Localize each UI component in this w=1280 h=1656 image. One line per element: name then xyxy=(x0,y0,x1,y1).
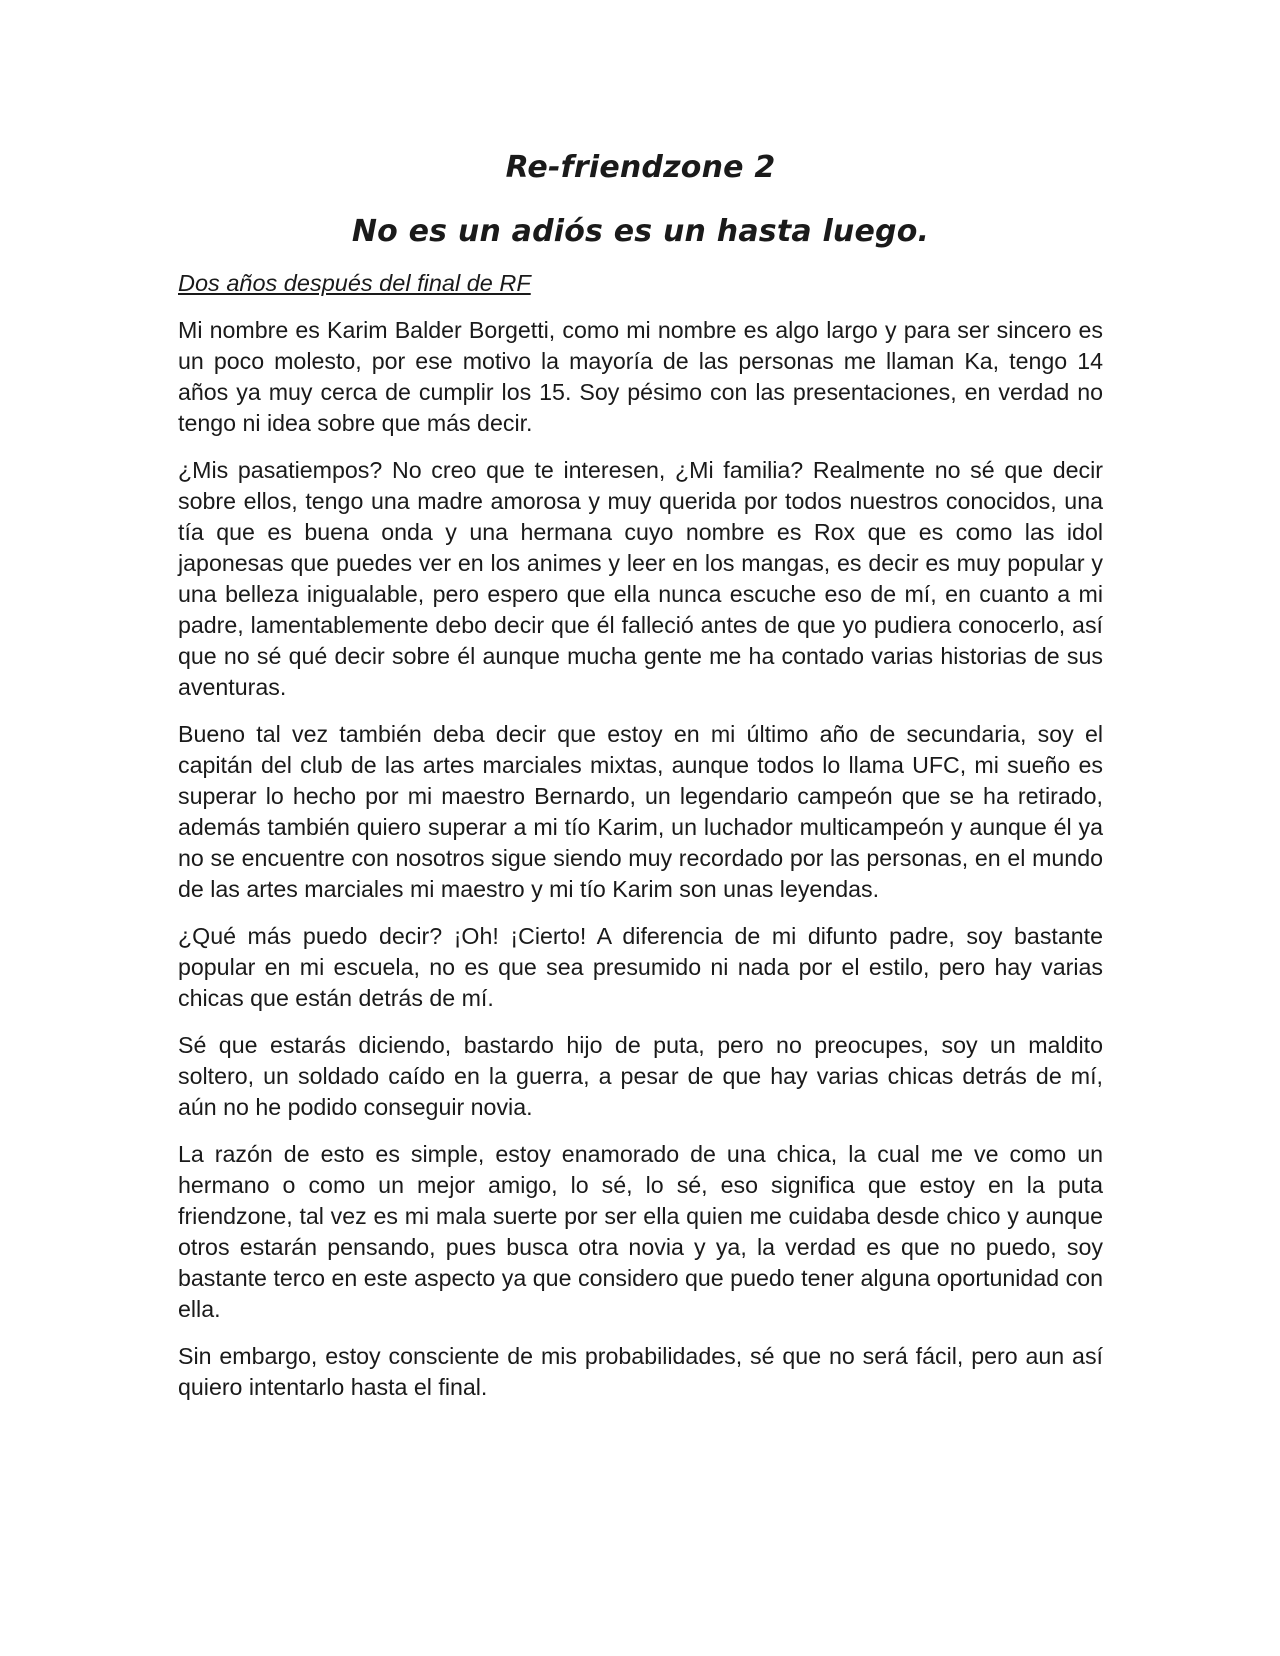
paragraph-2: ¿Mis pasatiempos? No creo que te interesen, ¿Mi familia? Realmente no sé que decir sobre ellos, tengo una madre amorosa y muy querida por todos nuestros conocidos, una tía que es buena onda y una hermana cuyo nombre es Rox que es como las idol japonesas que puedes ver en los animes y leer en los mangas, es decir es muy popular y una belleza inigualable, pero espero que ella nunca escuche eso de mí, en cuanto a mi padre, lamentablemente debo decir que él falleció antes de que yo pudiera conocerlo, así que no sé qué decir sobre él aunque mucha gente me ha contado varias historias de sus aventuras. xyxy=(178,457,1103,700)
section-heading: Dos años después del final de RF xyxy=(178,270,531,296)
paragraph-3: Bueno tal vez también deba decir que estoy en mi último año de secundaria, soy el capitán del club de las artes marciales mixtas, aunque todos lo llama UFC, mi sueño es superar lo hecho por mi maestro Bernardo, un legendario campeón que se ha retirado, además también quiero superar a mi tío Karim, un luchador multicampeón y aunque él ya no se encuentre con nosotros sigue siendo muy recordado por las personas, en el mundo de las artes marciales mi maestro y mi tío Karim son unas leyendas. xyxy=(178,721,1103,902)
paragraph-4: ¿Qué más puedo decir? ¡Oh! ¡Cierto! A diferencia de mi difunto padre, soy bastante popular en mi escuela, no es que sea presumido ni nada por el estilo, pero hay varias chicas que están detrás de mí. xyxy=(178,923,1103,1011)
paragraph-7: Sin embargo, estoy consciente de mis probabilidades, sé que no será fácil, pero aun así quiero intentarlo hasta el final. xyxy=(178,1343,1103,1400)
paragraph-6: La razón de esto es simple, estoy enamorado de una chica, la cual me ve como un hermano o como un mejor amigo, lo sé, lo sé, eso significa que estoy en la puta friendzone, tal vez es mi mala suerte por ser ella quien me cuidaba desde chico y aunque otros estarán pensando, pues busca otra novia y ya, la verdad es que no puedo, soy bastante terco en este aspecto ya que considero que puedo tener alguna oportunidad con ella. xyxy=(178,1141,1103,1322)
document-title: Re-friendzone 2 xyxy=(505,150,776,185)
document-body xyxy=(178,148,1103,1419)
paragraph-1: Mi nombre es Karim Balder Borgetti, como mi nombre es algo largo y para ser sincero es un poco molesto, por ese motivo la mayoría de las personas me llaman Ka, tengo 14 años ya muy cerca de cumplir los 15. Soy pésimo con las presentaciones, en verdad no tengo ni idea sobre que más decir. xyxy=(178,317,1103,436)
document-subtitle: No es un adiós es un hasta luego. xyxy=(351,214,930,249)
paragraph-5: Sé que estarás diciendo, bastardo hijo de puta, pero no preocupes, soy un maldito soltero, un soldado caído en la guerra, a pesar de que hay varias chicas detrás de mí, aún no he podido conseguir novia. xyxy=(178,1032,1103,1120)
